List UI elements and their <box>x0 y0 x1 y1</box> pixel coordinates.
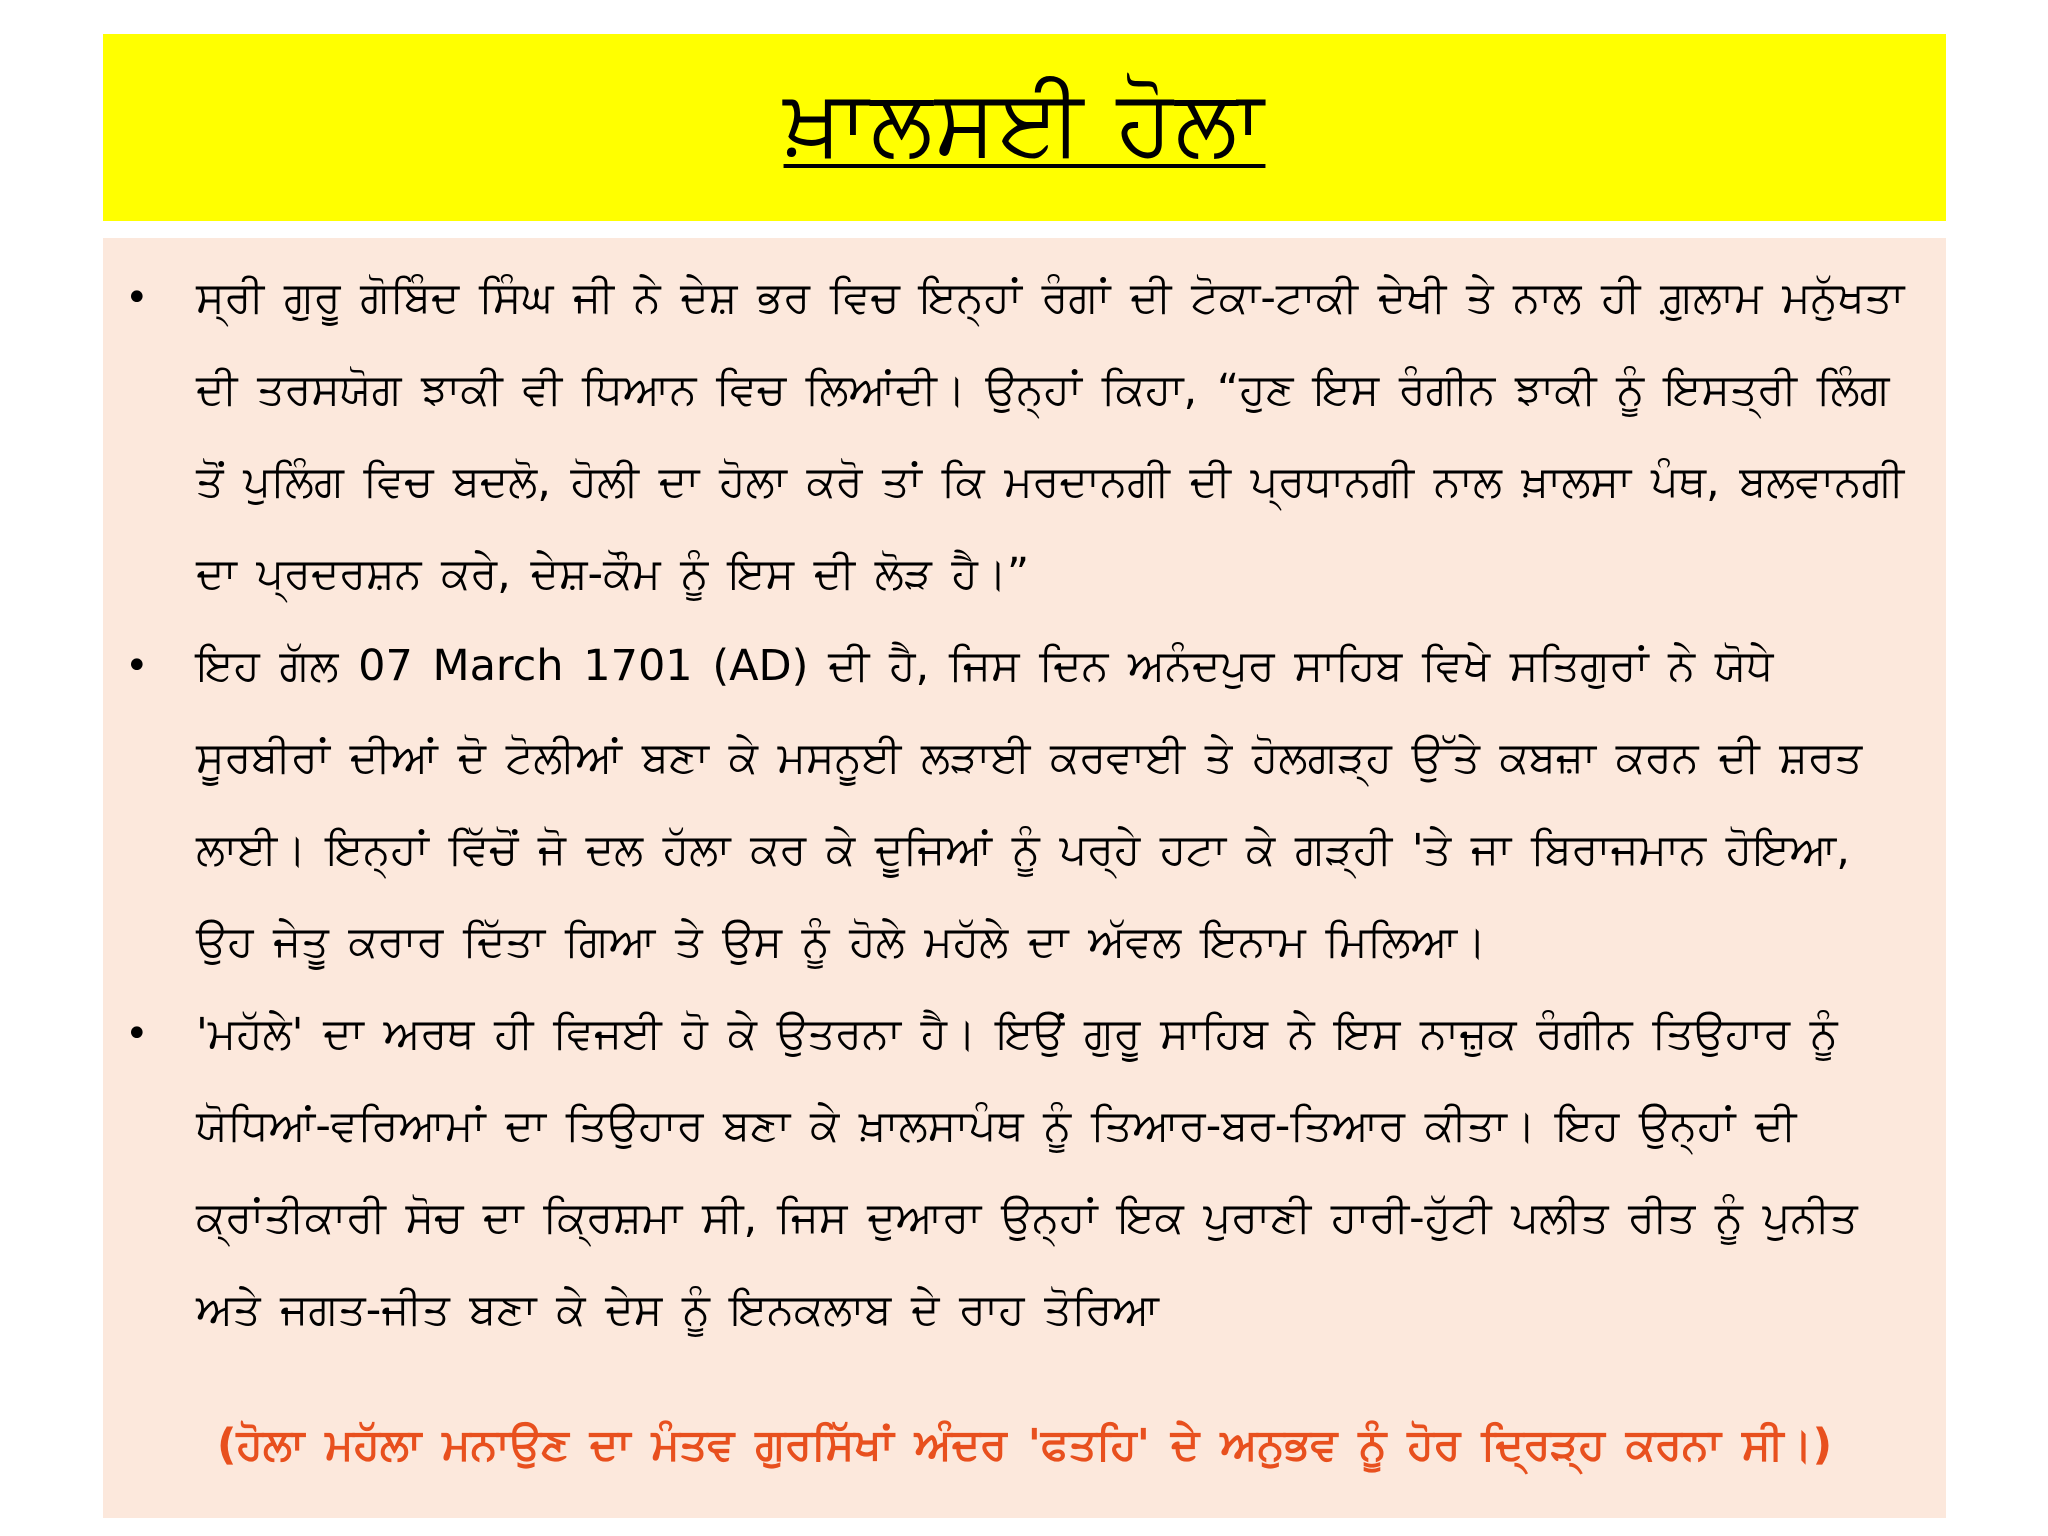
bullet-icon: • <box>125 1011 149 1057</box>
bullet-icon: • <box>125 643 149 689</box>
bullet-item-2 <box>103 620 1946 988</box>
page-title: ਖ਼ਾਲਸਈ ਹੋਲਾ <box>783 69 1266 176</box>
content-panel <box>103 238 1946 1518</box>
bullet-text: 'ਮਹੱਲੇ' ਦਾ ਅਰਥ ਹੀ ਵਿਜਈ ਹੋ ਕੇ ਉਤਰਨਾ ਹੈ। ਇਉਂ ਗੁਰੂ ਸਾਹਿਬ ਨੇ ਇਸ ਨਾਜ਼ੁਕ ਰੰਗੀਨ ਤਿਉਹਾਰ ਨੂੰ ਯੋਧਿਆਂ-ਵਰਿਆਮਾਂ ਦਾ ਤਿਉਹਾਰ ਬਣਾ ਕੇ ਖ਼ਾਲਸਾਪੰਥ ਨੂੰ ਤਿਆਰ-ਬਰ-ਤਿਆਰ ਕੀਤਾ। ਇਹ ਉਨ੍ਹਾਂ ਦੀ ਕ੍ਰਾਂਤੀਕਾਰੀ ਸੋਚ ਦਾ ਕ੍ਰਿਸ਼ਮਾ ਸੀ, ਜਿਸ ਦੁਆਰਾ ਉਨ੍ਹਾਂ ਇਕ ਪੁਰਾਣੀ ਹਾਰੀ-ਹੁੱਟੀ ਪਲੀਤ ਰੀਤ ਨੂੰ ਪੁਨੀਤ ਅਤੇ ਜਗਤ-ਜੀਤ ਬਣਾ ਕੇ ਦੇਸ ਨੂੰ ਇਨਕਲਾਬ ਦੇ ਰਾਹ ਤੋਰਿਆ <box>196 1009 1858 1335</box>
bullet-text: ਸ੍ਰੀ ਗੁਰੂ ਗੋਬਿੰਦ ਸਿੰਘ ਜੀ ਨੇ ਦੇਸ਼ ਭਰ ਵਿਚ ਇਨ੍ਹਾਂ ਰੰਗਾਂ ਦੀ ਟੋਕਾ-ਟਾਕੀ ਦੇਖੀ ਤੇ ਨਾਲ ਹੀ ਗ਼ੁਲਾਮ ਮਨੁੱਖਤਾ ਦੀ ਤਰਸਯੋਗ ਝਾਕੀ ਵੀ ਧਿਆਨ ਵਿਚ ਲਿਆਂਦੀ। ਉਨ੍ਹਾਂ ਕਿਹਾ, “ਹੁਣ ਇਸ ਰੰਗੀਨ ਝਾਕੀ ਨੂੰ ਇਸਤ੍ਰੀ ਲਿੰਗ ਤੋਂ ਪੁਲਿੰਗ ਵਿਚ ਬਦਲੋ, ਹੋਲੀ ਦਾ ਹੋਲਾ ਕਰੋ ਤਾਂ ਕਿ ਮਰਦਾਨਗੀ ਦੀ ਪ੍ਰਧਾਨਗੀ ਨਾਲ ਖ਼ਾਲਸਾ ਪੰਥ, ਬਲਵਾਨਗੀ ਦਾ ਪ੍ਰਦਰਸ਼ਨ ਕਰੇ, ਦੇਸ਼-ਕੌਮ ਨੂੰ ਇਸ ਦੀ ਲੋੜ ਹੈ।” <box>196 273 1905 599</box>
bullet-item-1 <box>103 252 1946 620</box>
title-banner <box>103 34 1946 221</box>
bullet-item-3 <box>103 988 1946 1356</box>
bullet-list <box>103 252 1946 1356</box>
conclusion-note: (ਹੋਲਾ ਮਹੱਲਾ ਮਨਾਉਣ ਦਾ ਮੰਤਵ ਗੁਰਸਿੱਖਾਂ ਅੰਦਰ 'ਫਤਹਿ' ਦੇ ਅਨੁਭਵ ਨੂੰ ਹੋਰ ਦ੍ਰਿੜ੍ਹ ਕਰਨਾ ਸੀ।) <box>216 1420 1833 1470</box>
bullet-text: ਇਹ ਗੱਲ 07 March 1701 (AD) ਦੀ ਹੈ, ਜਿਸ ਦਿਨ ਅਨੰਦਪੁਰ ਸਾਹਿਬ ਵਿਖੇ ਸਤਿਗੁਰਾਂ ਨੇ ਯੋਧੇ ਸੂਰਬੀਰਾਂ ਦੀਆਂ ਦੋ ਟੋਲੀਆਂ ਬਣਾ ਕੇ ਮਸਨੂਈ ਲੜਾਈ ਕਰਵਾਈ ਤੇ ਹੋਲਗੜ੍ਹ ਉੱਤੇ ਕਬਜ਼ਾ ਕਰਨ ਦੀ ਸ਼ਰਤ ਲਾਈ। ਇਨ੍ਹਾਂ ਵਿੱਚੋਂ ਜੋ ਦਲ ਹੱਲਾ ਕਰ ਕੇ ਦੂਜਿਆਂ ਨੂੰ ਪਰ੍ਹੇ ਹਟਾ ਕੇ ਗੜ੍ਹੀ 'ਤੇ ਜਾ ਬਿਰਾਜਮਾਨ ਹੋਇਆ, ਉਹ ਜੇਤੂ ਕਰਾਰ ਦਿੱਤਾ ਗਿਆ ਤੇ ਉਸ ਨੂੰ ਹੋਲੇ ਮਹੱਲੇ ਦਾ ਅੱਵਲ ਇਨਾਮ ਮਿਲਿਆ। <box>196 641 1863 967</box>
bullet-icon: • <box>125 275 149 321</box>
